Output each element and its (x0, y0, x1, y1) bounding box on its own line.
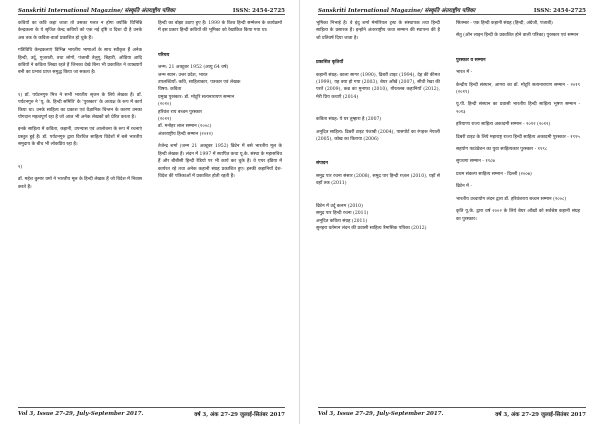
list-number: २) (18, 164, 23, 170)
info-line: उपलब्धियाँ: कवि, साहित्यकार, पत्रकार एवं लेखक (158, 80, 241, 86)
right-column-1 (316, 20, 440, 402)
paragraph: कवियों का कवि कहा जाता तो उसका गलत न होगा क्योंकि विभिन्नि केन्द्रकला के ये सृजित केन्द्र कवियों को एक नई दृष्टि व दिशा दी है उनके अब तक के कविता-वार्ता प्रकाशित हो चुके हैं। (18, 21, 142, 41)
paragraph: गतिविधि केन्द्रकलाएं विभिन्न भारतीय भाषाओं के साथ स्वीकृत हैं अनेक हिन्दी, उर्दू, गुजराती, तथा लोगों, पंजाबी तेलुगु, बिहारी, ओडिया आदि कवियों ने कविता लिखा रहते हैं जिनका देखे बिना भी प्रकाशित ने व्याख्यायें बनी का प्रभाव प्राप्त समुद्ध किया जा सकता है। (18, 48, 142, 76)
info-line: विषय: कविता (158, 87, 182, 93)
sub-heading: ब्रिटेन में - (456, 184, 472, 190)
issn: ISSN: 2454-2725 (533, 8, 586, 14)
footer-volume: Vol 3, Issue 27-29, July-September 2017. (18, 411, 144, 417)
info-line: डॉ. मनोहर लाल सम्मान (२००८) (158, 124, 212, 130)
section-heading: परिचय (158, 52, 170, 58)
paragraph: अनूदित साहित्य: ढिबरी टाइट पंजाबी (2004), पासपोर्ट का रंगहरू नेपाली (2005), कोख का किराया (2006) (316, 129, 440, 143)
info-line: (२०१२) (158, 117, 172, 123)
award-item: हरियाणा राज्य साहित्य अकादमी सम्मान - २०१२ (२०१२) (456, 122, 551, 128)
info-line: जन्म: 21 अक्टूबर 1952 (आयु 64 वर्ष) (158, 65, 229, 71)
section-heading: प्रकाशित कृतियाँ (316, 60, 344, 66)
paragraph: कविता संग्रह: ये घर तुम्हारा है (2007) (316, 117, 382, 123)
paragraph: हिन्दी का बोझा उठाए हुए हैं। 1999 के विश्व हिन्दी सम्मेलन के कार्यक्रमों में इस प्रकार हिन्दी कवियों की भूमिका को रेखांकित किया गया था। (158, 21, 282, 34)
award-item: भारतीय उच्चायोग लंदन द्वारा डॉ. हरिवंशराय बच्चन सम्मान (२००८) (456, 196, 567, 202)
paragraph: भूमिका निभाई है। वे इंदु शर्मा मेमोरियल ट्रस्ट के संस्थापक तथा हिन्दी साहित्य के प्रसारक हैं। इन्होंने अंतरराष्ट्रीय कथा सम्मान की स्थापना की है जो प्रतिवर्ष दिया जाता है। (316, 21, 440, 41)
journal-title: Sanskriti International Magazine/ संस्कृति अंतराष्ट्रीय पत्रिका (18, 8, 176, 14)
right-column-2 (456, 20, 580, 402)
info-line: (२०१०) (158, 102, 172, 108)
section-heading: संपादन (316, 161, 328, 167)
sub-heading: भारत में - (456, 70, 473, 76)
paragraph: १) डॉ. पर्यटनगुरु मित्र ने सभी भारतीय सृजन के लिये लेखक हैं। डॉ. पर्यटनगुरु ने 'यू. के. हिन्दी समिति' के 'पुरस्कार' के अध्यक्ष के रूप में कार्य किया था। उनके साहित्य का प्रकाश एवं वैज्ञानिक चिन्तन के कारण उनका योगदान महत्वपूर्ण रहा है जो आज भी अनेक लेखकों को प्रेरित करता है। (18, 92, 142, 121)
award-item: केन्द्रीय हिन्दी संस्थान, आगरा का डॉ. मोटूरि सत्यनारायण सम्मान - २०१९ (२०१९) (456, 82, 580, 96)
issn: ISSN: 2454-2725 (232, 8, 285, 14)
paragraph: डॉ. महेश कुमार वर्मा ने भारतीय मूल के हिन्दी लेखक हैं जो विदेश में निवास करते हैं। (18, 177, 142, 190)
info-line: सुनहरा वर्तमान लंदन की प्रवासी साहित्य त्रैमासिक पत्रिका (2012) (316, 225, 427, 231)
footer-volume-hindi: वर्ष 3, अंक 27-29 जुलाई-सितंबर 2017 (194, 412, 285, 418)
info-line: जन्म स्थान: उत्तर प्रदेश, भारत (158, 72, 208, 78)
paragraph: कहानी संग्रह: काला सागर (1990), ढिबरी टाइट (1994), देह की कीमत (1999), यह क्या हो गया (2003), बेघर आँखें (2007), सीधी रेखा की परतें (2009), कब्र का मुनाफा (2010), ग़ौरतलब कहानियाँ (2012), मेरी प्रिय कथाएँ (2014) (316, 72, 440, 100)
paragraph: समुद्र पार रचना संसार (2008), समुद्र पार हिन्दी ग़ज़ल (2010), यहाँ से वहाँ तक (2011) (316, 173, 440, 187)
right-page (300, 0, 600, 424)
info-line: अंतरराष्ट्रीय हिन्दी सम्मान (२०१२) (158, 131, 213, 137)
info-line: अनूदित कविता संग्रह (2011) (316, 218, 368, 224)
footer-volume: Vol 3, Issue 27-29, July-September 2017. (318, 411, 444, 417)
left-column-1 (18, 20, 142, 402)
footer-volume-hindi: वर्ष 3, अंक 27-29 जुलाई-सितंबर 2017 (495, 412, 586, 418)
right-page-footer (318, 407, 586, 420)
award-item: कृति यू.के. द्वारा वर्ष २००२ के लिये बेघर आँखों को सर्वश्रेष्ठ कहानी संग्रह का पुरस्कार। (456, 209, 580, 222)
right-page-header (318, 3, 586, 15)
award-item: ढिबरी टाइट के लिये महाराष्ट्र राज्य हिन्दी साहित्य अकादमी पुरस्कार - १९९५ (456, 134, 580, 140)
award-item: सहयोग फाउंडेशन का युवा साहित्यकार पुरस्कार - १९९८ (456, 147, 548, 153)
award-item: प्रथम संकल्प साहित्य सम्मान - दिल्ली (२००७) (456, 171, 532, 177)
info-line: ब्रिटेन में उर्दू कलम (2010) (316, 203, 363, 209)
info-line: समुद्र पार हिन्दी रचना (2011) (316, 211, 369, 217)
award-item: यू.पी. हिन्दी संस्थान का प्रवासी भारतीय हिन्दी साहित्य भूषण सम्मान - २०१३ (456, 102, 580, 115)
info-line: प्रमुख पुरस्कार: डॉ. मोटूरि सत्यनारायण सम्मान (158, 94, 235, 100)
paragraph: तेजेन्द्र शर्मा (जन्म 21 अक्टूबर 1952) ब्रिटेन में बसे भारतीय मूल के हिन्दी लेखक हैं। लंदन में 1997 में स्थापित कथा यू.के. संस्था के महासचिव हैं और बीबीसी हिन्दी रेडियो पर भी कार्य कर चुके हैं। वे एयर इंडिया में कार्यरत रहे तथा अनेक कहानी संग्रह प्रकाशित हुए। इनकी कहानियाँ देश-विदेश की पत्रिकाओं में प्रकाशित होती रहती हैं। (158, 144, 282, 179)
info-line: हरिवंश राय बच्चन पुरस्कार (158, 109, 202, 115)
left-column-2 (158, 20, 282, 402)
paragraph: इनके साहित्य में कविता, कहानी, उपन्यास एवं आलोचना के रूप में रचनाएं प्रस्तुत हुई हैं। डॉ. पर्यटनगुरु द्वारा विरचित साहित्य विदेशों में बसे भारतीय समुदाय के बीच भी लोकप्रिय रहा है। (18, 127, 142, 148)
paragraph: सितम्बर - एक हिन्दी कहानी संग्रह (हिन्दी, अंग्रेजी, पंजाबी) (456, 21, 553, 26)
award-item: सुपथगा सम्मान - १९८७ (456, 159, 495, 165)
paragraph: सेतु (ऑन लाइन हिन्दी के प्रकाशित होने वाली पत्रिका) पुरस्कार एवं सम्मान (456, 33, 579, 39)
left-page-footer (18, 407, 285, 420)
left-page-header (18, 3, 285, 15)
journal-title: Sanskriti International Magazine/ संस्कृति अंतराष्ट्रीय पत्रिका (318, 8, 476, 14)
section-heading: पुरस्कार व सम्मान (456, 57, 486, 63)
